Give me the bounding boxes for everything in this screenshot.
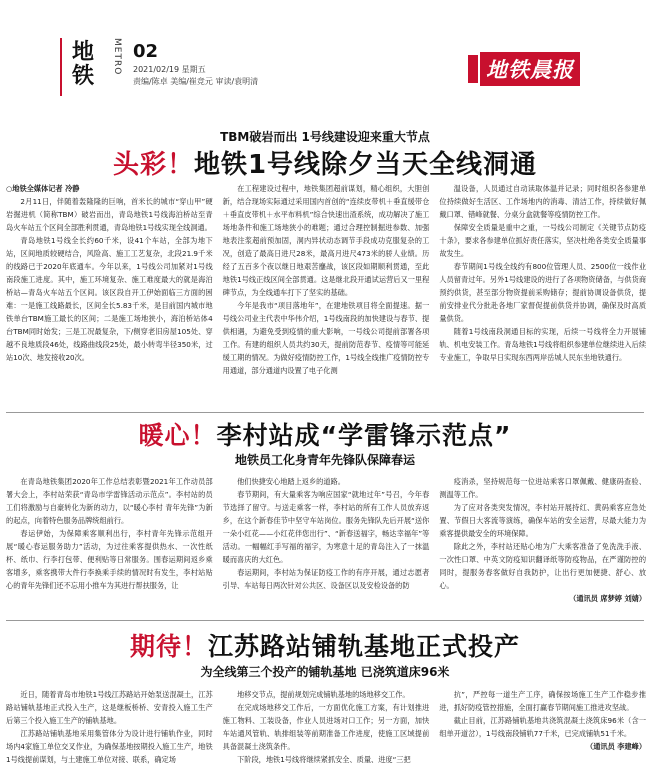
brand-mark-icon <box>468 55 478 83</box>
story2-credit: （通讯员 席梦婷 刘婧） <box>569 594 647 603</box>
paragraph: 春运期间，李村站为保证防疫工作的有序开展，通过志愿者引导、车站每日两次针对公共区、设备区以及安检设备的防 <box>222 568 430 590</box>
paragraph: 在完成场地移交工作后，一方面优化施工方案，有计划推进施工物料、工装设备，作业人员进场对口工作；另一方面，加快车站通风管轨、轨排组装等前期准备工作进度，使施工区域提前具备混凝土浇筑条件。 <box>222 703 430 751</box>
story1-headline-lead: 头彩！ <box>112 150 194 180</box>
paragraph: 2月11日，伴随着轰隆隆的巨响，首米长的城市“穿山甲”硬岩掘进机（简称TBM）破岩而出，青岛地铁1号线海泊桥站至青岛火车站五个区间全部胜利贯通，青岛地铁1号线实现全线洞通。 <box>6 197 213 232</box>
story3-column-3 <box>439 688 646 783</box>
paragraph: 下阶段，地铁1号线将继续紧抓安全、质量、进度“三把 <box>237 755 411 764</box>
story3-headline <box>0 627 650 663</box>
section-name-en: METRO <box>112 38 122 76</box>
divider <box>6 620 644 621</box>
section-name: 地铁 <box>72 39 95 89</box>
story1-body <box>6 182 646 410</box>
paragraph: 保障安全质量是重中之重，一号线公司制定《关键节点防疫十条》，要求各参建单位抓好责任落实，坚决杜绝各类安全质量事故发生。 <box>439 223 647 258</box>
story1-kicker: TBM破岩而出 1号线建设迎来重大节点 <box>220 130 430 144</box>
paragraph: 地移交节点，提前规划完成铺轨基地的场地移交工作。 <box>237 690 410 699</box>
paragraph: 温设备，人员通过自动读取体温并记录；同时组织各参建单位持续做好生活区、工作场地内的消毒、清洁工作，持续做好佩戴口罩、错峰就餐、分桌分盒就餐等疫情防控工作。 <box>439 184 647 219</box>
issue-date: 2021/02/19 星期五 <box>133 65 206 74</box>
story2-body <box>6 475 647 603</box>
story2-headline-lead: 暖心！ <box>138 421 217 450</box>
divider <box>6 412 644 413</box>
story3-headline-lead: 期待！ <box>129 632 208 661</box>
paragraph: 近日，随着青岛市地铁1号线江苏路站开始泵送混凝土，江苏路站铺轨基地正式投入生产，这是继板桥桥、安青投入施工生产后第三个投入施工生产的铺轨基地。 <box>6 690 213 725</box>
story1-headline <box>0 144 650 181</box>
story2-column-3 <box>439 475 647 603</box>
story3-body <box>6 688 646 783</box>
paragraph: 春节期间，有大量乘客为响应国家“就地过年”号召，今年春节选择了留守。与送走乘客一样，李村站的所有工作人员放弃返乡，在这个新春佳节中坚守车站岗位。服务先锋队先后开展“送你一朵小红花——小红花伴您出行”、“新春送福字，畅达幸福年”等活动。一幅幅红手写福的福字，为寒意十足的青岛注入了一抹温暖而喜庆的大红色。 <box>222 490 430 564</box>
paragraph: 春节期间1号线全线约有800位管理人员、2500位一线作业人员留青过年。另外1号线建设的进行了各项物资储备，与供货商预约供货，甚至部分物资提前采购储存；提前协调设备供货，提前安排业代分批赴各地厂家督促提前供货并协调，确保及时高质量供货。 <box>439 262 647 323</box>
paragraph: 在青岛地铁集团2020年工作总结表彰暨2021年工作动员部署大会上，李村站荣获“青岛市学雷锋活动示范点”。李村站的员工们将激励与自豪转化为新的动力，以“暖心李村 青年先锋”为新的起点，向着特色服务品牌统组前行。 <box>6 477 213 525</box>
paragraph: 为了应对各类突发情况，李村站开展持红、黄码乘客应急处置、节假日大客流等演练，确保车站的安全运营，尽最大能力为乘客提供最安全的环境保障。 <box>439 503 647 538</box>
paragraph: 在工程建设过程中，地铁集团超前谋划，精心组织，大胆创新，结合现场实际通过采用国内首创的“连续皮带机＋垂直缓带仓＋垂直皮带机＋水平布料机”综合快速出渣系统，成功解决了施工场地条件和施工场地狭小的难题；通过合理控制掘进参数、加强地表注浆超前预加固，洞内异状动态调节手段成功克服复杂的工况，创造了最高日进尺28米，最高月进尺473米的骄人业绩。历经了五百多个夜以继日地艰苦鏖战，该区段如期顺利贯通，至此地铁1号线正线区间全部贯通。这是继北段开通试运营后又一里程碑节点，为全线通车打下了坚实的基础。 <box>222 184 430 297</box>
paragraph: 春运伊始，为保障乘客顺利出行，李村青年先锋示范组开展“暖心春运服务助力”活动，为过往乘客提供热水、一次性纸杯、纸巾、行李打包带、便利贴等日常服务。围春运期间返乡乘客增多，乘客携带大件行李换乘手续的情况时有发生，李村站贴心的青年先锋们还不忘用小推车为其进行帮扶服务，让 <box>6 529 213 590</box>
story3-headline-text: 江苏路站铺轨基地正式投产 <box>208 632 521 661</box>
brand-name: 地铁晨报 <box>480 52 580 86</box>
story2-subtitle: 地铁员工化身青年先锋队保障春运 <box>234 453 415 467</box>
masthead <box>0 0 650 104</box>
paragraph: 青岛地铁1号线全长约60千米，设41个车站，全部为地下站，区间地质较硬结合，风险高、施工工艺复杂，北段21.9千米的线路已于2020年底通车。今年以来，1号线公司加紧对1号线南段施工进度。其中，施工环境复杂、施工难度最大的就是海泊桥站—青岛火车站五个区间。该区段自开工伊始面临三方面的困难：一是施工线路最长，区间全长5.83千米，是目前国内城市地铁单台TBM施工最长的区间；二是施工场地狭小，海泊桥站体4台TBM同时始发；三是工况最复杂，下/侧穿老旧房屋105处、穿越不良地质段46处，线路曲线段25处，最小转弯半径350米，过站10次、地发接收20次。 <box>6 236 213 362</box>
page-number: 02 <box>133 41 159 62</box>
story3-column-1 <box>6 688 213 783</box>
paragraph: 截止目前，江苏路铺轨基地共浇筑混凝土浇筑床96米（含一组单开道岔），1号线南段铺轨77千米，已完成铺轨51千米。 <box>439 716 647 738</box>
paragraph: 抗”，严控每一道生产工序，确保按场施工生产工作稳步推进，抓好防疫管控措施，全面打赢春节期间施工推进攻坚战。 <box>439 690 647 712</box>
paragraph: 今年是我市“项目落地年”，在建地铁项目将全面提速。据一号线公司业主代表中华伟介绍，1号线南段的加快建设与春节、提供相遇，为避免受到疫情的重大影响，一号线公司提前部署各项工作。有建的组织人员共约30天，提前防范春节、疫情等可能延缓工期的情况。为做好疫情防控工作，1号线全线推广疫情防控专用通道，部分通道内设置了电子化测 <box>222 301 430 375</box>
paragraph: 江苏路站铺轨基地采用集管体分为设计进行铺轨作业，同时场内4家施工单位交叉作业，为确保基地按期投入施工生产，地铁1号线提前谋划，与土建施工单位对接、联系，确定场 <box>6 729 213 764</box>
story3-subtitle: 为全线第三个投产的铺轨基地 已浇筑道床96米 <box>200 665 450 679</box>
story3-credit: （通讯员 李建峰） <box>586 742 647 751</box>
editors-line: 责编/陈卓 美编/崔竞元 审读/袁明清 <box>133 77 259 86</box>
story2-headline <box>0 416 650 452</box>
paragraph: 他们快捷安心地踏上返乡的道路。 <box>237 477 345 486</box>
story1-column-3 <box>439 182 646 410</box>
story1-column-2 <box>223 182 430 410</box>
story1-column-1 <box>6 182 213 410</box>
paragraph: 疫消杀，坚持规范每一位进站乘客口罩佩戴、健康码查验、测温等工作。 <box>439 477 647 499</box>
story2-headline-text: 李村站成“学雷锋示范点” <box>216 421 512 450</box>
brand-logo <box>468 52 580 86</box>
section-tab <box>60 38 120 96</box>
paragraph: 除此之外，李村站还贴心地为广大乘客准备了免洗洗手液、一次性口罩、中英文防疫知识翻译纸等防疫物品，在严谨防控的同时，提服务春客做好自我防护，让出行更加便捷、舒心、放心。 <box>439 542 647 590</box>
story1-headline-text: 地铁1号线除夕当天全线洞通 <box>193 150 538 180</box>
story2-column-1 <box>6 475 213 590</box>
story1-byline: ○地铁全媒体记者 冷静 <box>6 184 80 193</box>
story2-column-2 <box>222 475 430 590</box>
story3-column-2 <box>223 688 430 783</box>
paragraph: 随着1号线南段洞通目标的实现，后续一号线将全力开展铺轨、机电安装工作。青岛地铁1号线将组织参建单位继续进入后续专业施工，争取早日实现东西两岸岳城人民东坐地铁通行。 <box>439 327 647 362</box>
page-meta <box>133 64 258 88</box>
